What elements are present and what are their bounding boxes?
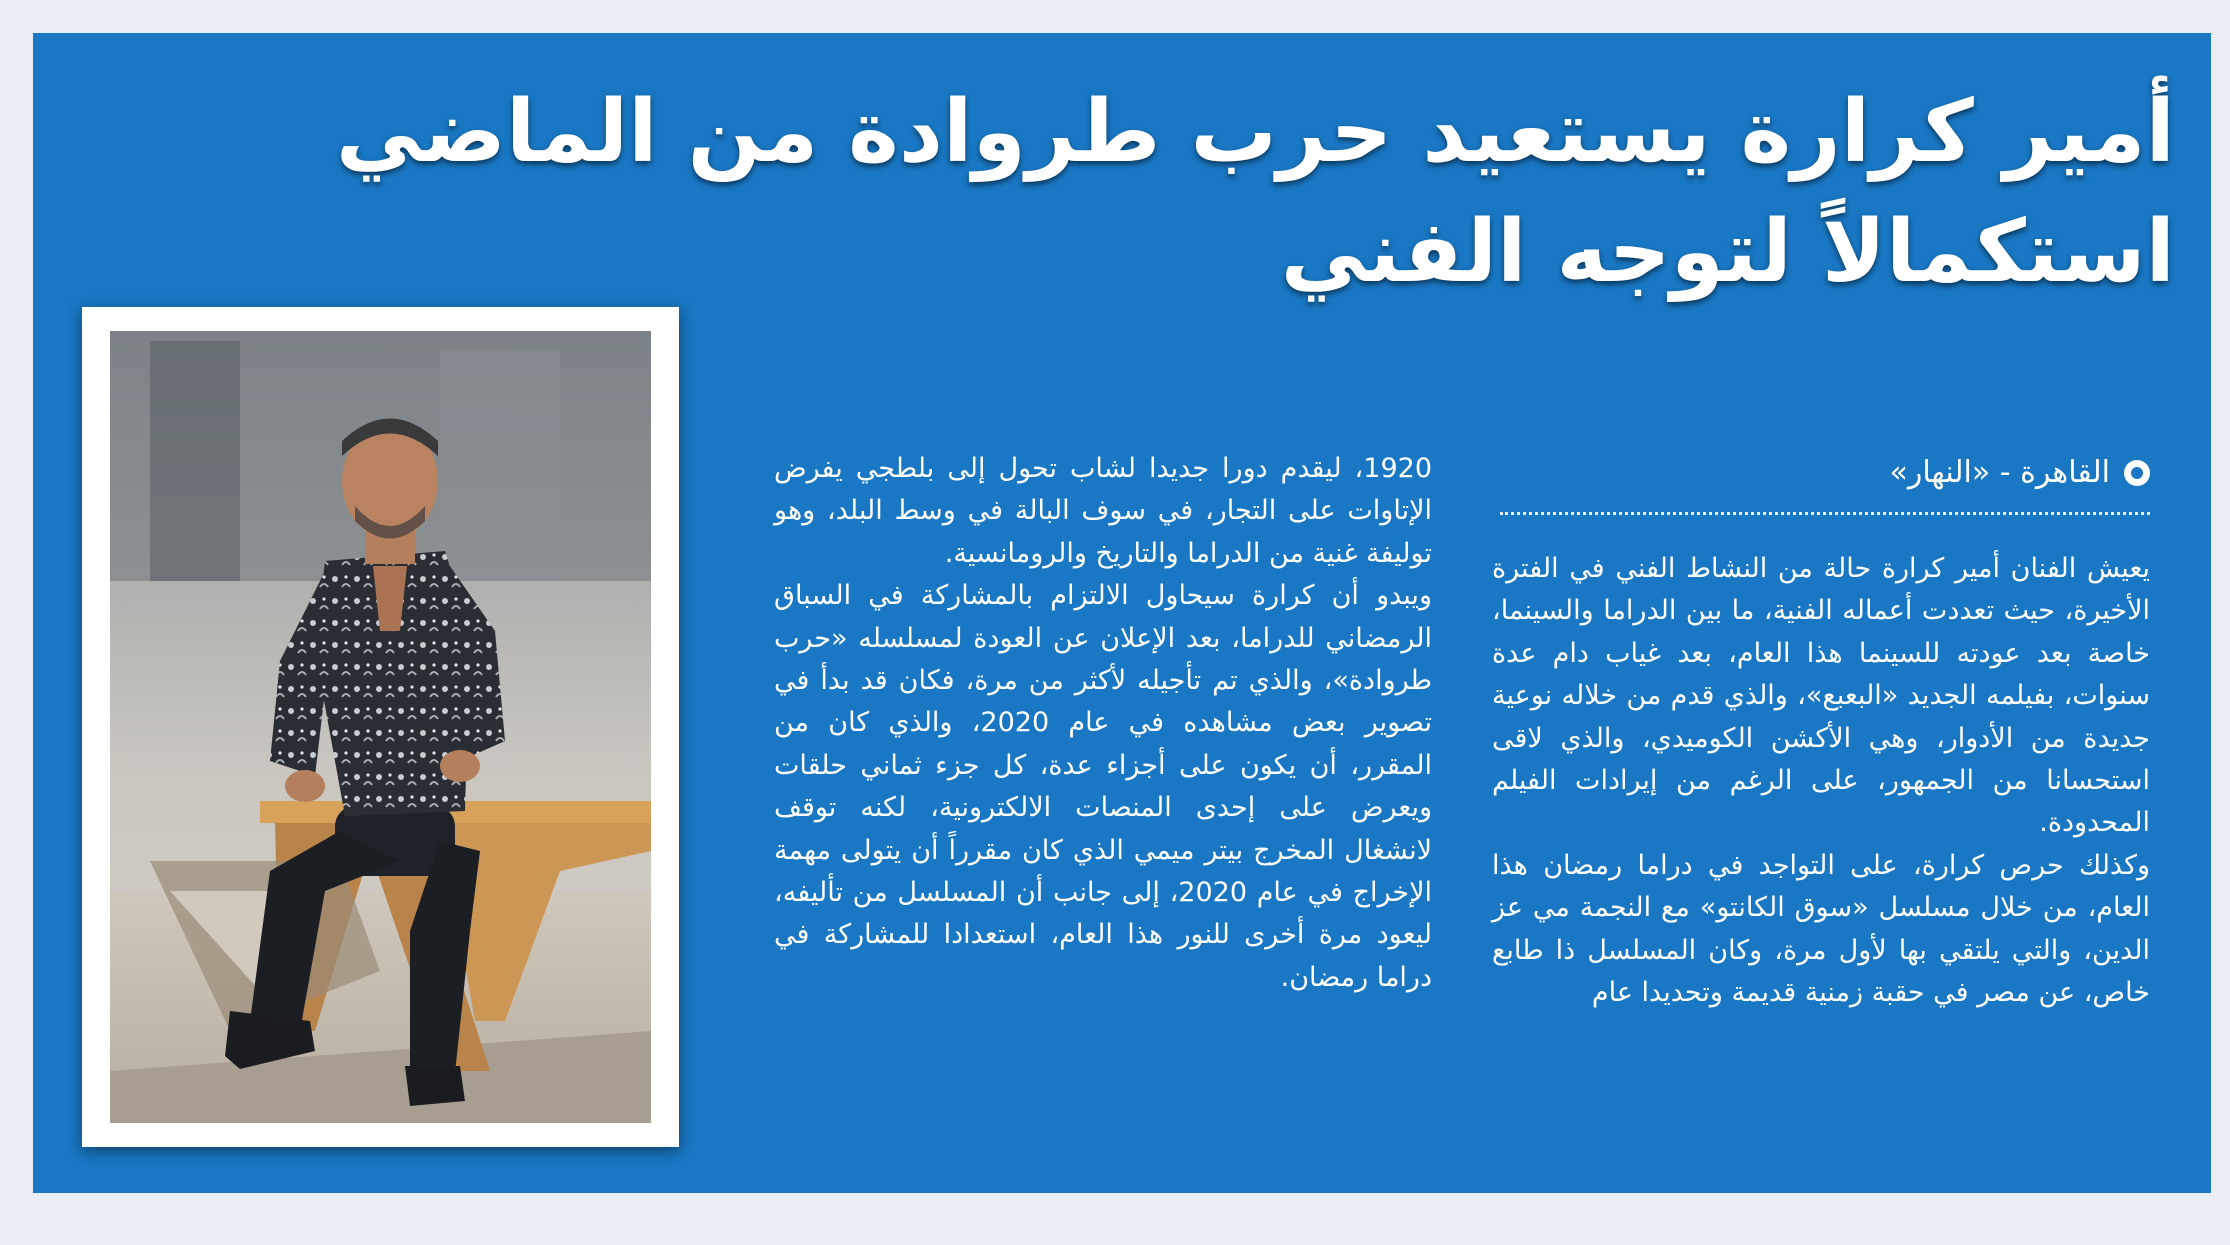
photo-frame — [82, 307, 679, 1147]
man-seated-illustration — [110, 331, 651, 1123]
headline-line-2: استكمالاً لتوجه الفني — [1280, 202, 2175, 302]
paragraph: 1920، ليقدم دورا جديدا لشاب تحول إلى بلطجي يفرض الإتاوات على التجار، في سوف البالة في وسط البلد، وهو توليفة غنية من الدراما والتاريخ والرومانسية. — [774, 453, 1432, 569]
paragraph: يعيش الفنان أمير كرارة حالة من النشاط الفني في الفترة الأخيرة، حيث تعددت أعماله الفنية، ما بين الدراما والسينما، خاصة بعد عودته للسينما هذا العام، بعد غياب دام عدة سنوات، بفيلمه الجديد «البعبع»، والذي قدم من خلاله نوعية جديدة من الأدوار، وهي الأكشن الكوميدي، والذي لاقى استحسانا من الجمهور، على الرغم من إيرادات الفيلم المحدودة. — [1492, 553, 2150, 839]
headline-line-1: أمير كرارة يستعيد حرب طروادة من الماضي — [335, 82, 2175, 182]
paragraph: وكذلك حرص كرارة، على التواجد في دراما رمضان هذا العام، من خلال مسلسل «سوق الكانتو» مع النجمة مي عز الدين، والتي يلتقي بها لأول مرة، وكان المسلسل ذا طابع خاص، عن مصر في حقبة زمنية قديمة وتحديدا عام — [1492, 849, 2150, 1009]
byline-divider — [1500, 512, 2150, 515]
bullet-circle-icon — [2124, 460, 2150, 486]
article-headline — [335, 72, 2175, 312]
article-column-left — [774, 448, 1432, 999]
byline-text: القاهرة - «النهار» — [1889, 455, 2110, 490]
article-photo — [110, 331, 651, 1123]
byline — [1500, 455, 2150, 490]
article-column-right — [1492, 548, 2150, 1014]
paragraph: ويبدو أن كرارة سيحاول الالتزام بالمشاركة في السباق الرمضاني للدراما، بعد الإعلان عن العودة لمسلسله «حرب طروادة»، والذي تم تأجيله لأكثر من مرة، فكان قد بدأ في تصوير بعض مشاهده في عام 2020، والذي كان من المقرر، أن يكون على أجزاء عدة، كل جزء ثماني حلقات ويعرض على إحدى المنصات الالكترونية، لكنه توقف لانشغال المخرج بيتر ميمي الذي كان مقرراً أن يتولى مهمة الإخراج في عام 2020، إلى جانب أن المسلسل من تأليفه، ليعود مرة أخرى للنور هذا العام، استعدادا للمشاركة في دراما رمضان. — [774, 580, 1432, 993]
